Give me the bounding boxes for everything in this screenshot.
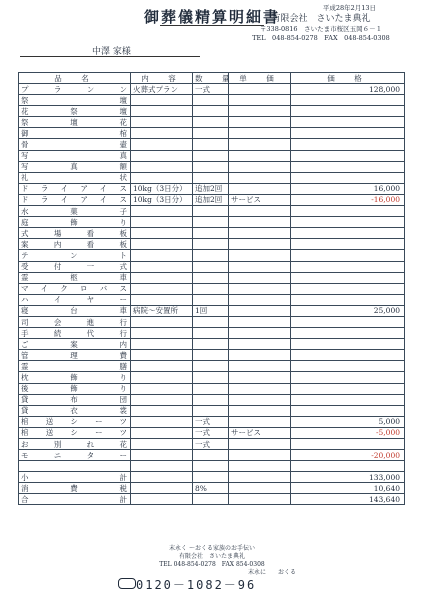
row-item-name: 管理費	[19, 350, 131, 361]
row-item-name: ハイヤー	[19, 294, 131, 305]
table-row	[19, 316, 405, 327]
row-quantity	[193, 339, 229, 350]
total-quantity	[193, 472, 229, 483]
row-content	[131, 394, 193, 405]
row-item-name: 受付一式	[19, 261, 131, 272]
document-title: 御葬儀精算明細書	[143, 8, 280, 26]
row-unit-price	[229, 405, 291, 416]
total-label: 消費税	[19, 483, 131, 494]
table-row	[19, 361, 405, 372]
spacer-cell	[19, 461, 131, 472]
row-quantity: 一式	[193, 84, 229, 95]
spacer-cell	[131, 461, 193, 472]
table-row	[19, 150, 405, 161]
table-row	[19, 339, 405, 350]
total-unit	[229, 472, 291, 483]
row-price: 16,000	[291, 183, 405, 194]
table-row	[19, 416, 405, 427]
row-unit-price	[229, 350, 291, 361]
row-item-name: 礼状	[19, 172, 131, 183]
header-content: 内 容	[131, 73, 193, 84]
table-row	[19, 383, 405, 394]
row-item-name: 花祭壇	[19, 106, 131, 117]
row-quantity	[193, 250, 229, 261]
table-row	[19, 272, 405, 283]
issuer-company: 有限会社 さいたま典礼	[271, 14, 371, 24]
header-unit-price: 単 価	[229, 73, 291, 84]
row-unit-price	[229, 139, 291, 150]
table-row	[19, 194, 405, 205]
total-content	[131, 494, 193, 505]
table-row	[19, 294, 405, 305]
issuer-block	[226, 4, 416, 43]
row-unit-price	[229, 372, 291, 383]
total-content	[131, 472, 193, 483]
row-quantity	[193, 350, 229, 361]
row-quantity	[193, 261, 229, 272]
row-price	[291, 161, 405, 172]
row-content	[131, 450, 193, 461]
row-item-name: 案内看板	[19, 239, 131, 250]
row-unit-price	[229, 394, 291, 405]
table-row	[19, 106, 405, 117]
table-row	[19, 84, 405, 95]
row-content	[131, 172, 193, 183]
row-unit-price	[229, 95, 291, 106]
row-item-name: 貸衣裳	[19, 405, 131, 416]
row-unit-price	[229, 450, 291, 461]
row-content	[131, 416, 193, 427]
row-content	[131, 161, 193, 172]
row-unit-price	[229, 206, 291, 217]
row-price	[291, 294, 405, 305]
row-quantity	[193, 272, 229, 283]
issue-date: 平成28年2月13日	[322, 4, 376, 12]
row-content	[131, 261, 193, 272]
row-price	[291, 405, 405, 416]
row-unit-price: サービス	[229, 194, 291, 205]
row-content	[131, 239, 193, 250]
total-price: 133,000	[291, 472, 405, 483]
row-unit-price	[229, 217, 291, 228]
row-content	[131, 150, 193, 161]
freedial-icon	[118, 578, 136, 589]
table-row	[19, 427, 405, 438]
spacer-cell	[229, 461, 291, 472]
row-price	[291, 316, 405, 327]
row-price	[291, 328, 405, 339]
total-label: 小計	[19, 472, 131, 483]
row-price	[291, 350, 405, 361]
row-item-name: ドライアイス	[19, 183, 131, 194]
row-content	[131, 283, 193, 294]
row-price	[291, 339, 405, 350]
customer-name: 中澤 家様	[92, 47, 131, 57]
row-content	[131, 372, 193, 383]
row-unit-price	[229, 416, 291, 427]
row-quantity	[193, 172, 229, 183]
table-row	[19, 217, 405, 228]
row-price: 5,000	[291, 416, 405, 427]
table-row	[19, 283, 405, 294]
row-unit-price	[229, 294, 291, 305]
table-row	[19, 261, 405, 272]
row-unit-price	[229, 305, 291, 316]
table-row	[19, 394, 405, 405]
total-label: 合計	[19, 494, 131, 505]
tollfree-number: 0120－1082－96	[136, 578, 257, 592]
row-quantity	[193, 450, 229, 461]
row-quantity	[193, 228, 229, 239]
row-item-name: 貸布団	[19, 394, 131, 405]
row-price	[291, 95, 405, 106]
row-quantity	[193, 206, 229, 217]
row-price: 128,000	[291, 84, 405, 95]
row-item-name: 手続代行	[19, 328, 131, 339]
spacer-cell	[291, 461, 405, 472]
footer-company: 有限会社 さいたま典礼	[178, 553, 245, 560]
row-item-name: 御棺	[19, 128, 131, 139]
row-content	[131, 250, 193, 261]
row-price	[291, 228, 405, 239]
row-item-name: モニター	[19, 450, 131, 461]
row-item-name: 霊膳	[19, 361, 131, 372]
row-item-name: ドライアイス	[19, 194, 131, 205]
row-item-name: 祭壇	[19, 95, 131, 106]
row-unit-price	[229, 239, 291, 250]
row-quantity	[193, 217, 229, 228]
row-unit-price	[229, 339, 291, 350]
row-unit-price	[229, 328, 291, 339]
row-item-name: お別れ花	[19, 439, 131, 450]
row-price	[291, 128, 405, 139]
row-item-name: 枕飾り	[19, 372, 131, 383]
table-row	[19, 328, 405, 339]
row-price	[291, 261, 405, 272]
row-content	[131, 117, 193, 128]
row-price	[291, 117, 405, 128]
row-price	[291, 239, 405, 250]
row-content	[131, 427, 193, 438]
row-quantity	[193, 405, 229, 416]
table-row	[19, 128, 405, 139]
row-unit-price	[229, 106, 291, 117]
table-row	[19, 250, 405, 261]
table-row	[19, 439, 405, 450]
statement-table	[18, 72, 405, 505]
row-price: -5,000	[291, 427, 405, 438]
row-unit-price	[229, 84, 291, 95]
row-unit-price	[229, 261, 291, 272]
row-item-name: 霊柩車	[19, 272, 131, 283]
row-content	[131, 106, 193, 117]
row-content	[131, 294, 193, 305]
row-quantity	[193, 128, 229, 139]
row-quantity	[193, 106, 229, 117]
header-item-name: 品 名	[19, 73, 131, 84]
row-item-name: 写真額	[19, 161, 131, 172]
row-quantity	[193, 294, 229, 305]
row-unit-price: サービス	[229, 427, 291, 438]
row-item-name: テント	[19, 250, 131, 261]
table-row	[19, 161, 405, 172]
table-row	[19, 239, 405, 250]
row-unit-price	[229, 439, 291, 450]
total-price: 10,640	[291, 483, 405, 494]
row-quantity	[193, 283, 229, 294]
table-row	[19, 450, 405, 461]
row-quantity	[193, 117, 229, 128]
row-quantity: 追加2回	[193, 194, 229, 205]
row-unit-price	[229, 272, 291, 283]
row-price	[291, 361, 405, 372]
row-item-name: 庭飾り	[19, 217, 131, 228]
row-item-name: マイクロバス	[19, 283, 131, 294]
row-quantity	[193, 316, 229, 327]
total-row	[19, 494, 405, 505]
row-price	[291, 150, 405, 161]
row-unit-price	[229, 128, 291, 139]
row-content	[131, 95, 193, 106]
table-row	[19, 305, 405, 316]
row-content: 火葬式プラン	[131, 84, 193, 95]
row-item-name: 骨壷	[19, 139, 131, 150]
row-content: 10kg（3日分）	[131, 183, 193, 194]
row-quantity	[193, 383, 229, 394]
row-unit-price	[229, 117, 291, 128]
header-quantity: 数 量	[193, 73, 229, 84]
table-header-row	[19, 73, 405, 84]
row-content	[131, 128, 193, 139]
total-unit	[229, 483, 291, 494]
table-row	[19, 139, 405, 150]
row-item-name: 式場看板	[19, 228, 131, 239]
footer-message-2: 末永に おくる	[247, 569, 296, 576]
total-row	[19, 483, 405, 494]
row-content	[131, 339, 193, 350]
row-content	[131, 217, 193, 228]
issuer-address: 〒338-0816 さいたま市桜区玉岡６－１	[259, 25, 383, 33]
footer-contact: TEL 048-854-0278 FAX 854-0308	[159, 561, 265, 568]
row-price	[291, 272, 405, 283]
spacer-cell	[193, 461, 229, 472]
row-unit-price	[229, 316, 291, 327]
table-row	[19, 405, 405, 416]
row-unit-price	[229, 283, 291, 294]
row-price	[291, 172, 405, 183]
row-quantity	[193, 239, 229, 250]
row-item-name: 写真	[19, 150, 131, 161]
row-item-name: 棺送シーツ	[19, 427, 131, 438]
row-quantity	[193, 372, 229, 383]
row-item-name: 祭壇花	[19, 117, 131, 128]
row-content	[131, 206, 193, 217]
row-unit-price	[229, 183, 291, 194]
row-unit-price	[229, 361, 291, 372]
table-row	[19, 350, 405, 361]
table-row	[19, 95, 405, 106]
total-price: 143,640	[291, 494, 405, 505]
row-quantity	[193, 139, 229, 150]
row-price: -16,000	[291, 194, 405, 205]
row-price	[291, 394, 405, 405]
row-item-name: 寝台車	[19, 305, 131, 316]
header-price: 価 格	[291, 73, 405, 84]
row-content	[131, 405, 193, 416]
row-item-name: プランン	[19, 84, 131, 95]
table-row	[19, 172, 405, 183]
row-unit-price	[229, 228, 291, 239]
row-price	[291, 283, 405, 294]
row-quantity	[193, 394, 229, 405]
row-price	[291, 439, 405, 450]
table-row	[19, 372, 405, 383]
row-content	[131, 316, 193, 327]
row-price	[291, 206, 405, 217]
row-quantity	[193, 161, 229, 172]
row-price: -20,000	[291, 450, 405, 461]
row-quantity	[193, 95, 229, 106]
row-content	[131, 228, 193, 239]
row-quantity: 1回	[193, 305, 229, 316]
total-quantity	[193, 494, 229, 505]
row-price	[291, 372, 405, 383]
row-price	[291, 250, 405, 261]
footer-message: 末永く ～おくる家族のお手伝い	[169, 545, 255, 552]
row-content: 病院～安置所	[131, 305, 193, 316]
table-row	[19, 206, 405, 217]
row-content	[131, 439, 193, 450]
row-quantity: 一式	[193, 416, 229, 427]
row-content: 10kg（3日分）	[131, 194, 193, 205]
row-quantity	[193, 361, 229, 372]
total-unit	[229, 494, 291, 505]
row-quantity	[193, 150, 229, 161]
row-unit-price	[229, 383, 291, 394]
row-content	[131, 139, 193, 150]
row-price	[291, 106, 405, 117]
table-body	[19, 84, 405, 505]
row-unit-price	[229, 172, 291, 183]
row-quantity	[193, 328, 229, 339]
row-quantity: 一式	[193, 439, 229, 450]
table-row	[19, 117, 405, 128]
row-price: 25,000	[291, 305, 405, 316]
row-content	[131, 272, 193, 283]
total-quantity: 8%	[193, 483, 229, 494]
footer	[0, 545, 424, 577]
row-content	[131, 383, 193, 394]
issuer-tel: TEL 048-854-0278 FAX 048-854-0308	[252, 34, 390, 42]
row-content	[131, 350, 193, 361]
row-item-name: 棺送シーツ	[19, 416, 131, 427]
row-quantity: 一式	[193, 427, 229, 438]
row-unit-price	[229, 161, 291, 172]
row-item-name: 後飾り	[19, 383, 131, 394]
total-row	[19, 472, 405, 483]
row-item-name: 司会進行	[19, 316, 131, 327]
row-unit-price	[229, 250, 291, 261]
row-content	[131, 328, 193, 339]
spacer-row	[19, 461, 405, 472]
row-unit-price	[229, 150, 291, 161]
row-price	[291, 383, 405, 394]
row-quantity: 追加2回	[193, 183, 229, 194]
table-row	[19, 183, 405, 194]
total-content	[131, 483, 193, 494]
row-price	[291, 139, 405, 150]
row-price	[291, 217, 405, 228]
row-item-name: ご案内	[19, 339, 131, 350]
table-row	[19, 228, 405, 239]
customer-underline	[20, 56, 200, 57]
row-item-name: 水菓子	[19, 206, 131, 217]
row-content	[131, 361, 193, 372]
